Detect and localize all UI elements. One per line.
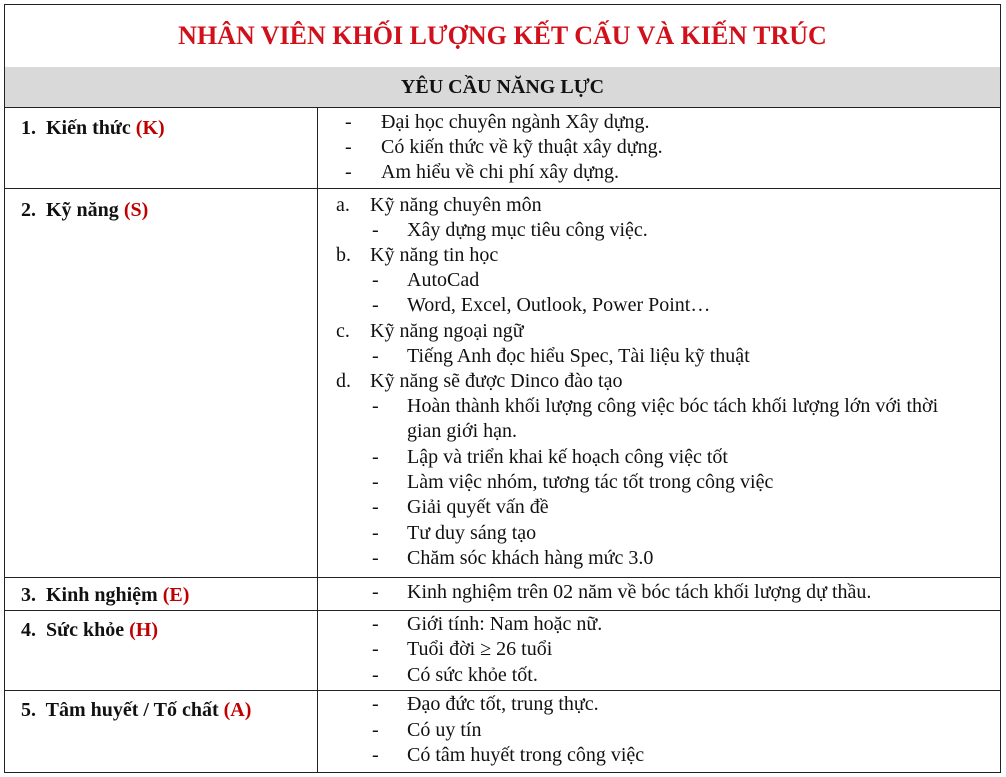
list-item: Hoàn thành khối lượng công việc bóc tách khối lượng lớn với thời	[407, 395, 939, 417]
list-item: Có sức khỏe tốt.	[407, 664, 538, 686]
competency-table	[4, 4, 1001, 773]
list-item: Đại học chuyên ngành Xây dựng.	[381, 111, 650, 133]
list-item: Có tâm huyết trong công việc	[407, 744, 645, 766]
list-item: Tiếng Anh đọc hiểu Spec, Tài liệu kỹ thuật	[407, 345, 750, 367]
dash-marker: -	[372, 471, 379, 493]
dash-marker: -	[372, 219, 379, 241]
list-item: Am hiểu về chi phí xây dựng.	[381, 161, 620, 183]
group-marker: c.	[336, 320, 350, 342]
document-title: NHÂN VIÊN KHỐI LƯỢNG KẾT CẤU VÀ KIẾN TRÚC	[5, 5, 1000, 68]
row-label	[21, 117, 165, 140]
list-item: Giải quyết vấn đề	[407, 496, 549, 518]
row-number: 5.	[21, 699, 36, 721]
row-content-cell	[318, 578, 1000, 610]
dash-marker: -	[372, 269, 379, 291]
row-content-cell	[318, 611, 1000, 690]
group-marker: a.	[336, 194, 350, 216]
dash-marker: -	[372, 693, 379, 715]
row-label-cell	[5, 578, 318, 610]
row-code: (H)	[129, 619, 159, 641]
dash-marker: -	[372, 547, 379, 569]
list-item: Lập và triển khai kế hoạch công việc tốt	[407, 446, 728, 468]
dash-marker: -	[372, 744, 379, 766]
list-item: Có uy tín	[407, 719, 482, 741]
row-number: 2.	[21, 199, 36, 221]
dash-marker: -	[372, 395, 379, 417]
group-heading: Kỹ năng chuyên môn	[370, 194, 542, 216]
row-title: Tâm huyết / Tố chất	[45, 699, 219, 721]
dash-marker: -	[372, 638, 379, 660]
row-number: 3.	[21, 584, 36, 606]
row-label-cell	[5, 189, 318, 577]
dash-marker: -	[372, 496, 379, 518]
row-title: Kỹ năng	[46, 199, 119, 221]
row-code: (E)	[162, 584, 190, 606]
group-heading: Kỹ năng tin học	[370, 244, 499, 266]
list-item: Tuổi đời ≥ 26 tuổi	[407, 638, 553, 660]
row-title: Sức khỏe	[46, 619, 125, 641]
row-label-cell	[5, 107, 318, 188]
row-content-cell	[318, 691, 1000, 772]
row-label-cell	[5, 691, 318, 772]
dash-marker: -	[372, 719, 379, 741]
list-item: Đạo đức tốt, trung thực.	[407, 693, 599, 715]
row-label-cell	[5, 611, 318, 690]
row-label	[21, 584, 189, 607]
dash-marker: -	[372, 446, 379, 468]
group-heading: Kỹ năng ngoại ngữ	[370, 320, 524, 342]
row-code: (A)	[223, 699, 252, 721]
list-item: AutoCad	[407, 269, 480, 291]
group-marker: d.	[336, 370, 351, 392]
list-item: Chăm sóc khách hàng mức 3.0	[407, 547, 654, 569]
list-item: Giới tính: Nam hoặc nữ.	[407, 613, 603, 635]
group-marker: b.	[336, 244, 351, 266]
dash-marker: -	[372, 664, 379, 686]
row-content-cell	[318, 107, 1000, 188]
dash-marker: -	[372, 294, 379, 316]
row-skills	[5, 189, 1000, 578]
dash-marker: -	[345, 161, 352, 183]
section-header: YÊU CẦU NĂNG LỰC	[5, 67, 1000, 108]
list-item-continuation: gian giới hạn.	[407, 420, 517, 442]
row-number: 4.	[21, 619, 36, 641]
row-label	[21, 619, 158, 642]
row-knowledge	[5, 107, 1000, 189]
row-number: 1.	[21, 117, 36, 139]
row-title: Kiến thức	[46, 117, 131, 139]
row-content-cell	[318, 189, 1000, 577]
list-item: Word, Excel, Outlook, Power Point…	[407, 294, 711, 316]
list-item: Xây dựng mục tiêu công việc.	[407, 219, 648, 241]
list-item: Có kiến thức về kỹ thuật xây dựng.	[381, 136, 663, 158]
dash-marker: -	[372, 522, 379, 544]
dash-marker: -	[345, 111, 352, 133]
row-code: (K)	[135, 117, 165, 139]
list-item: Tư duy sáng tạo	[407, 522, 537, 544]
row-label	[21, 199, 148, 222]
list-item: Kinh nghiệm trên 02 năm về bóc tách khối lượng dự thầu.	[407, 581, 872, 603]
list-item: Làm việc nhóm, tương tác tốt trong công việc	[407, 471, 774, 493]
group-heading: Kỹ năng sẽ được Dinco đào tạo	[370, 370, 623, 392]
dash-marker: -	[372, 345, 379, 367]
row-code: (S)	[123, 199, 149, 221]
row-passion	[5, 691, 1000, 772]
row-title: Kinh nghiệm	[46, 584, 158, 606]
row-label	[21, 699, 251, 722]
dash-marker: -	[372, 613, 379, 635]
row-health	[5, 611, 1000, 691]
dash-marker: -	[345, 136, 352, 158]
dash-marker: -	[372, 581, 379, 603]
row-experience	[5, 578, 1000, 611]
